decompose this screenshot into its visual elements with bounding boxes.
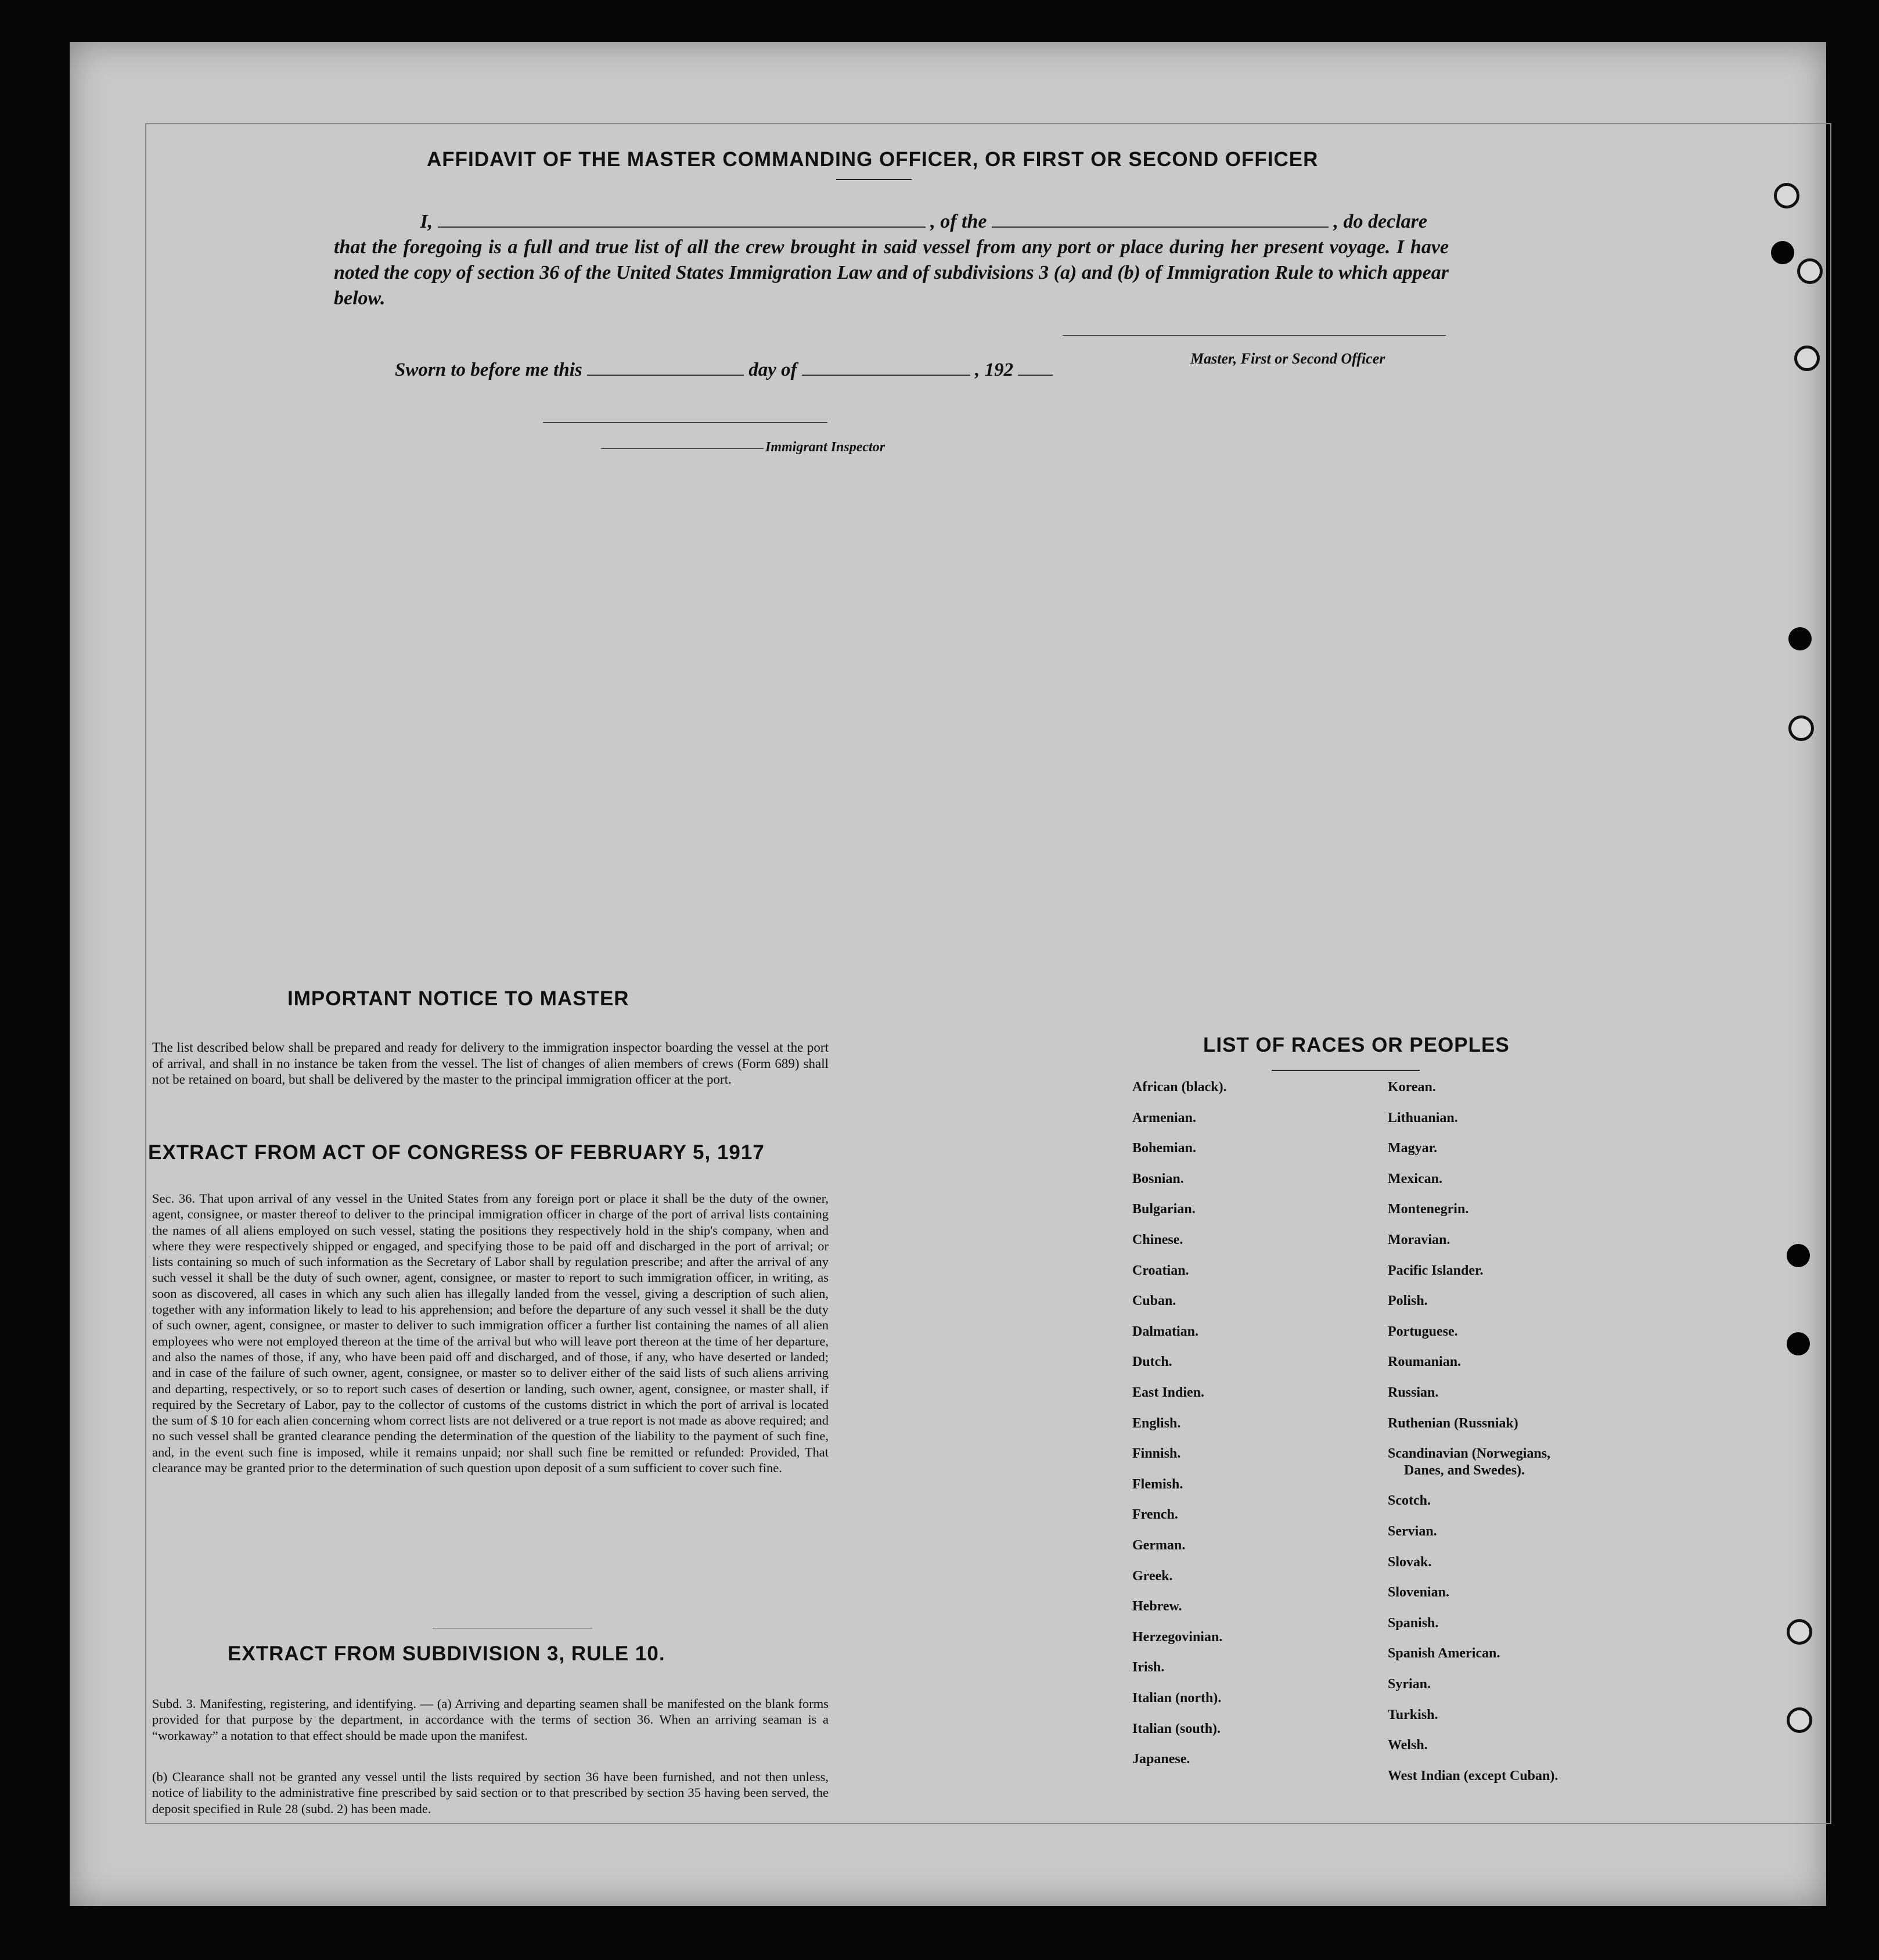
race-item: Irish.	[1132, 1660, 1165, 1675]
binder-hole	[1788, 715, 1814, 741]
rule-subdivision-b-text: (b) Clearance shall not be granted any vessel until the lists required by section 36 have been furnished, and not then unless, notice of liability to the administrative fine prescribed by said section or to that prescribed by section 35 having been served, the deposit specified in Rule 28 (subd. 2) has been made.	[152, 1770, 829, 1816]
notary-signature-line[interactable]	[543, 422, 827, 423]
race-item: East Indien.	[1132, 1385, 1205, 1400]
sworn-day-field[interactable]	[587, 358, 744, 376]
race-item: Chinese.	[1132, 1232, 1183, 1247]
race-item: Korean.	[1388, 1080, 1436, 1095]
master-signature-label: Master, First or Second Officer	[1190, 350, 1385, 367]
rule-subdivision-a-text: Subd. 3. Manifesting, registering, and identifying. — (a) Arriving and departing seamen shall be manifested on the blank forms provided for that purpose by the department, in accordance with the terms of section 36. When an arriving seaman is a “workaway” a notation to that effect should be made upon the manifest.	[152, 1696, 829, 1743]
race-item: Polish.	[1388, 1293, 1428, 1309]
race-item: Bohemian.	[1132, 1141, 1197, 1156]
race-item: Italian (north).	[1132, 1691, 1222, 1706]
sworn-label: Sworn to before me this	[395, 359, 582, 380]
race-item: French.	[1132, 1507, 1178, 1523]
race-item: Spanish American.	[1388, 1646, 1500, 1661]
sworn-statement	[395, 358, 1053, 381]
race-item: Scotch.	[1388, 1493, 1431, 1509]
race-item: Greek.	[1132, 1568, 1173, 1584]
notice-text: The list described below shall be prepared and ready for delivery to the immigration inspector boarding the vessel at the port of arrival, and shall in no instance be taken from the vessel. The list of changes of alien members of crews (Form 689) shall not be retained on board, but shall be delivered by the master to the principal immigration officer at the port.	[152, 1040, 829, 1087]
race-item: Turkish.	[1388, 1707, 1438, 1722]
race-item: African (black).	[1132, 1080, 1227, 1095]
year-label: , 192	[975, 359, 1014, 380]
binder-hole	[1797, 258, 1823, 284]
binder-hole	[1794, 346, 1820, 371]
race-item: Dalmatian.	[1132, 1324, 1198, 1339]
sworn-month-field[interactable]	[802, 358, 970, 376]
race-item: Japanese.	[1132, 1752, 1190, 1767]
race-item: Montenegrin.	[1388, 1202, 1469, 1217]
race-item: Bosnian.	[1132, 1171, 1184, 1186]
binder-hole	[1787, 1244, 1810, 1267]
race-item: Ruthenian (Russniak)	[1388, 1415, 1518, 1431]
race-item: Roumanian.	[1388, 1354, 1462, 1370]
binder-hole	[1787, 1707, 1812, 1733]
race-item: Slovak.	[1388, 1554, 1432, 1570]
race-item: Portuguese.	[1388, 1324, 1458, 1339]
race-item: Spanish.	[1388, 1615, 1439, 1631]
notice-title: IMPORTANT NOTICE TO MASTER	[287, 987, 629, 1010]
race-item: Scandinavian (Norwegians,	[1388, 1446, 1551, 1462]
inspector-label: Immigrant Inspector	[765, 440, 885, 455]
races-list-title: LIST OF RACES OR PEOPLES	[1203, 1034, 1510, 1056]
affidavit-body-text: that the foregoing is a full and true list of all the crew brought in said vessel from any port or place during her present voyage. I have noted the copy of section 36 of the United States Immigration Law and of subdivisions 3 (a) and (b) of Immigration Rule to which appear below.	[334, 236, 1449, 309]
of-the-label: , of the	[930, 211, 987, 232]
race-item: Moravian.	[1388, 1232, 1450, 1247]
binder-hole	[1774, 183, 1799, 208]
race-item: West Indian (except Cuban).	[1388, 1768, 1558, 1783]
race-item: Herzegovinian.	[1132, 1629, 1223, 1645]
race-item: Syrian.	[1388, 1677, 1431, 1692]
race-item: Armenian.	[1132, 1110, 1196, 1125]
inspector-signature-line[interactable]	[601, 448, 764, 449]
document-sheet	[70, 42, 1826, 1906]
race-item: Slovenian.	[1388, 1585, 1450, 1601]
binder-hole	[1788, 627, 1812, 650]
race-item: Dutch.	[1132, 1354, 1172, 1370]
day-of-label: day of	[748, 359, 797, 380]
race-item: Pacific Islander.	[1388, 1263, 1484, 1278]
affidavit-title: AFFIDAVIT OF THE MASTER COMMANDING OFFICER, OR FIRST OR SECOND OFFICER	[427, 148, 1319, 171]
races-title-underline	[1272, 1070, 1420, 1071]
race-item: Bulgarian.	[1132, 1202, 1196, 1217]
race-item: Welsh.	[1388, 1738, 1428, 1753]
race-item: Danes, and Swedes).	[1404, 1462, 1525, 1478]
officer-name-field[interactable]	[438, 210, 926, 228]
race-item: Flemish.	[1132, 1476, 1183, 1492]
act-extract-title: EXTRACT FROM ACT OF CONGRESS OF FEBRUARY 5, 1917	[148, 1141, 765, 1164]
title-underline	[836, 179, 912, 180]
binder-hole	[1787, 1332, 1810, 1355]
race-item: German.	[1132, 1538, 1186, 1553]
race-item: Lithuanian.	[1388, 1110, 1458, 1125]
rule-extract-title: EXTRACT FROM SUBDIVISION 3, RULE 10.	[228, 1642, 665, 1665]
do-declare-label: , do declare	[1333, 211, 1427, 232]
race-item: Italian (south).	[1132, 1721, 1221, 1736]
race-item: Cuban.	[1132, 1293, 1176, 1309]
race-item: Russian.	[1388, 1385, 1439, 1400]
sworn-year-field[interactable]	[1018, 358, 1053, 376]
race-item: Servian.	[1388, 1524, 1437, 1539]
binder-hole	[1787, 1619, 1812, 1645]
race-item: Croatian.	[1132, 1263, 1189, 1278]
race-item: Magyar.	[1388, 1141, 1438, 1156]
binder-hole	[1771, 241, 1794, 264]
i-label: I,	[420, 211, 433, 232]
race-item: English.	[1132, 1415, 1181, 1431]
race-item: Hebrew.	[1132, 1599, 1182, 1614]
section-36-text: Sec. 36. That upon arrival of any vessel in the United States from any foreign port or place it shall be the duty of the owner, agent, consignee, or master thereof to deliver to the principal immigration officer in charge of the port of arrival lists containing the names of all aliens employed on such vessel, stating the positions they respectively hold in the ship's company, when and where they were respectively shipped or engaged, and specifying those to be paid off and discharged in the port of arrival; or lists containing so much of such information as the Secretary of Labor shall by regulation prescribe; and after the arrival of any such vessel it shall be the duty of such owner, agent, consignee, or master to report to such immigration officer, in writing, as soon as discovered, all cases in which any such alien has illegally landed from the vessel, giving a description of such alien, together with any information likely to lead to his apprehension; and before the departure of any such vessel it shall be the duty of such owner, agent, consignee, or master to deliver to such immigration officer a further list containing the names of all alien employees who were not employed thereon at the time of the arrival but who will leave port thereon at the time of her departure, and also the names of those, if any, who have been paid off and discharged, and of those, if any, who have deserted or landed; and in case of the failure of such owner, agent, consignee, or master so to deliver either of the said lists of such aliens arriving and departing, respectively, or so to report such cases of desertion or landing, such owner, agent, consignee, or master shall, if required by the Secretary of Labor, pay to the collector of customs of the customs district in which the port of arrival is located the sum of $ 10 for each alien concerning whom correct lists are not delivered or a true report is not made as above required; and no such vessel shall be granted clearance pending the determination of the question of the liability to the payment of such fine, and, in the event such fine is imposed, while it remains unpaid; nor shall such fine be remitted or refunded: Provided, That clearance may be granted prior to the determination of such question upon deposit of a sum sufficient to cover such fine.	[152, 1191, 829, 1476]
race-item: Finnish.	[1132, 1446, 1181, 1462]
vessel-name-field[interactable]	[992, 210, 1329, 228]
race-item: Mexican.	[1388, 1171, 1442, 1186]
affidavit-statement	[334, 209, 1449, 311]
master-signature-line[interactable]	[1063, 335, 1446, 336]
